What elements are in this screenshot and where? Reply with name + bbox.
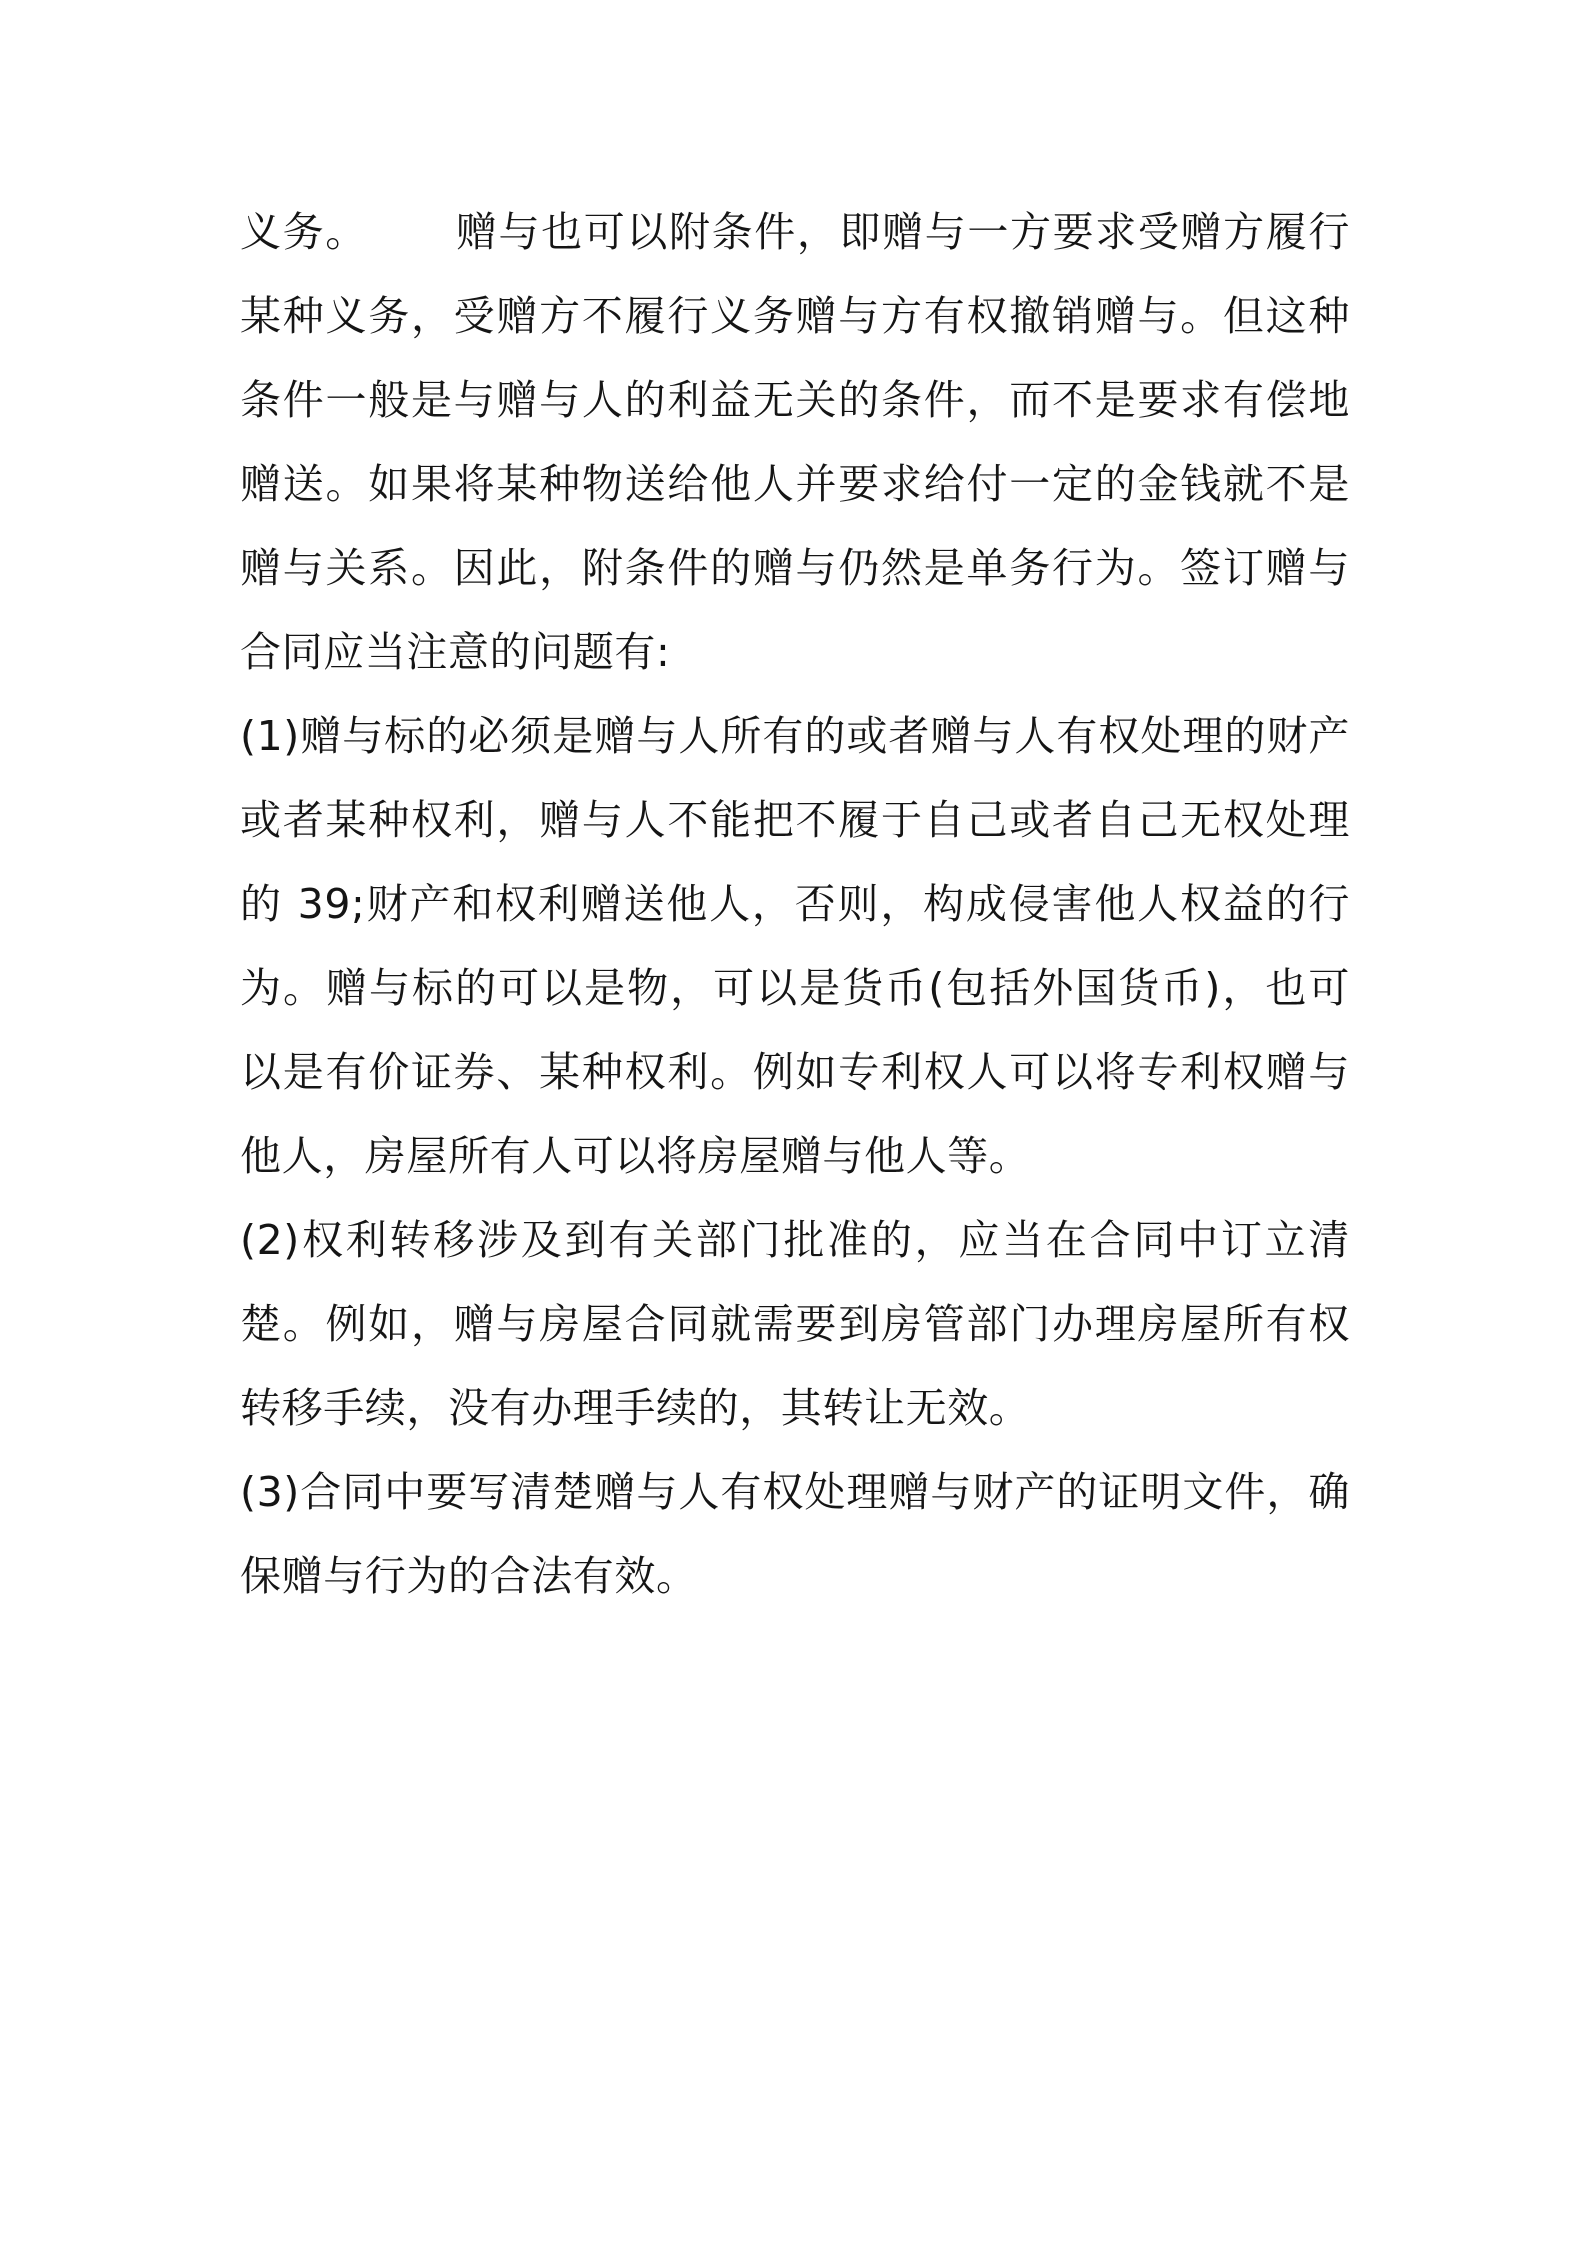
document-body xyxy=(240,190,1350,1618)
paragraph-point-2: (2)权利转移涉及到有关部门批准的，应当在合同中订立清楚。例如，赠与房屋合同就需要到房管部门办理房屋所有权转移手续，没有办理手续的，其转让无效。 xyxy=(240,1216,1350,1432)
paragraph-point-1: (1)赠与标的必须是赠与人所有的或者赠与人有权处理的财产或者某种权利，赠与人不能把不履于自己或者自己无权处理的 39;财产和权利赠送他人，否则，构成侵害他人权益的行为。赠与标的可以是物，可以是货币(包括外国货币)，也可以是有价证券、某种权利。例如专利权人可以将专利权赠与他人，房屋所有人可以将房屋赠与他人等。 xyxy=(240,712,1350,1180)
paragraph-gift-conditions: 义务。 赠与也可以附条件，即赠与一方要求受赠方履行某种义务，受赠方不履行义务赠与方有权撤销赠与。但这种条件一般是与赠与人的利益无关的条件，而不是要求有偿地赠送。如果将某种物送给他人并要求给付一定的金钱就不是赠与关系。因此，附条件的赠与仍然是单务行为。签订赠与合同应当注意的问题有: xyxy=(240,208,1350,676)
paragraph-point-3: (3)合同中要写清楚赠与人有权处理赠与财产的证明文件，确保赠与行为的合法有效。 xyxy=(240,1468,1350,1600)
